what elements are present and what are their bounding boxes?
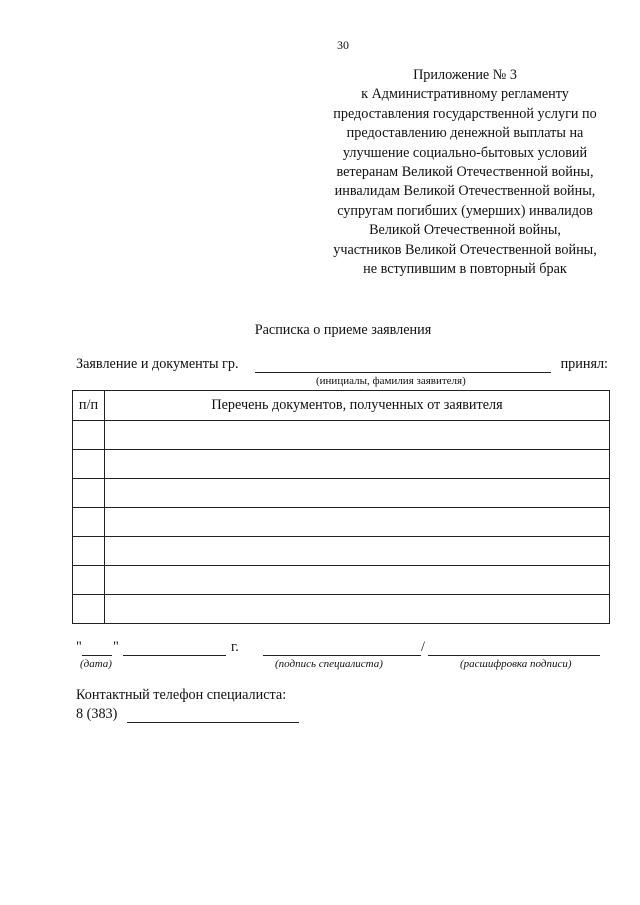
appendix-line: не вступившим в повторный брак xyxy=(363,261,567,278)
appendix-header xyxy=(320,66,610,279)
column-header-documents: Перечень документов, полученных от заявителя xyxy=(105,391,610,421)
date-caption: (дата) xyxy=(80,658,112,670)
accepted-label: принял: xyxy=(560,356,608,372)
phone-code: 8 (383) xyxy=(76,706,118,722)
signature-row xyxy=(76,639,606,659)
document-cell[interactable] xyxy=(105,479,610,508)
table-row xyxy=(73,479,610,508)
appendix-line: Великой Отечественной войны, xyxy=(369,222,561,239)
document-cell[interactable] xyxy=(105,595,610,624)
decoding-caption: (расшифровка подписи) xyxy=(460,658,572,670)
table-row xyxy=(73,508,610,537)
table-row xyxy=(73,421,610,450)
receipt-title: Расписка о приеме заявления xyxy=(254,322,432,338)
row-number-cell[interactable] xyxy=(73,421,105,450)
document-cell[interactable] xyxy=(105,566,610,595)
document-cell[interactable] xyxy=(105,450,610,479)
appendix-line: участников Великой Отечественной войны, xyxy=(333,241,597,258)
documents-table xyxy=(72,390,610,624)
table-header-row xyxy=(73,391,610,421)
appendix-line: улучшение социально-бытовых условий xyxy=(342,144,588,161)
applicant-label: Заявление и документы гр. xyxy=(76,356,239,372)
date-day-field[interactable] xyxy=(82,655,112,656)
appendix-line: к Административному регламенту xyxy=(361,86,569,103)
contact-phone-label: Контактный телефон специалиста: xyxy=(76,687,287,703)
signature-decoding-field[interactable] xyxy=(428,655,600,656)
applicant-caption: (инициалы, фамилия заявителя) xyxy=(316,375,466,387)
appendix-line: супругам погибших (умерших) инвалидов xyxy=(337,202,593,219)
column-header-number: п/п xyxy=(73,391,105,421)
document-cell[interactable] xyxy=(105,537,610,566)
document-cell[interactable] xyxy=(105,421,610,450)
date-month-field[interactable] xyxy=(123,655,226,656)
signature-separator: / xyxy=(421,639,425,655)
appendix-line: Приложение № 3 xyxy=(413,67,517,83)
table-row xyxy=(73,537,610,566)
appendix-line: ветеранам Великой Отечественной войны, xyxy=(336,164,594,181)
signature-caption: (подпись специалиста) xyxy=(275,658,383,670)
table-row xyxy=(73,450,610,479)
document-cell[interactable] xyxy=(105,508,610,537)
contact-phone-row xyxy=(76,706,306,726)
row-number-cell[interactable] xyxy=(73,450,105,479)
date-quote-open: " xyxy=(76,639,82,655)
row-number-cell[interactable] xyxy=(73,508,105,537)
table-row xyxy=(73,566,610,595)
row-number-cell[interactable] xyxy=(73,595,105,624)
date-quote-close: " xyxy=(113,639,119,655)
appendix-line: предоставлению денежной выплаты на xyxy=(346,125,584,142)
appendix-line: инвалидам Великой Отечественной войны, xyxy=(334,183,596,200)
phone-number-field[interactable] xyxy=(127,722,299,723)
page-number: 30 xyxy=(337,38,349,52)
row-number-cell[interactable] xyxy=(73,566,105,595)
row-number-cell[interactable] xyxy=(73,479,105,508)
row-number-cell[interactable] xyxy=(73,537,105,566)
applicant-name-field[interactable] xyxy=(255,372,551,373)
specialist-signature-field[interactable] xyxy=(263,655,421,656)
applicant-row xyxy=(76,356,608,376)
table-row xyxy=(73,595,610,624)
year-suffix: г. xyxy=(231,639,239,655)
appendix-line: предоставления государственной услуги по xyxy=(333,105,597,122)
